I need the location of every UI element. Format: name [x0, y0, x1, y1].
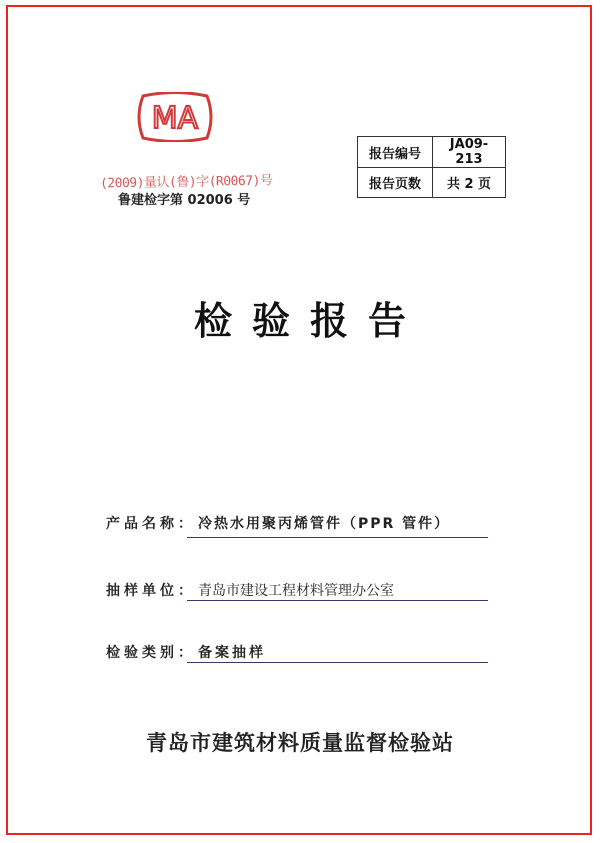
report-pages-row	[358, 168, 506, 198]
report-info-table	[357, 136, 506, 198]
inspection-type-field	[106, 642, 266, 662]
report-number-label: 报告编号	[358, 137, 433, 168]
sampling-unit-field	[106, 580, 394, 600]
document-title: 检验报告	[193, 298, 426, 343]
product-name-underline	[187, 537, 488, 538]
sampling-unit-label: 抽样单位：	[106, 583, 196, 599]
certificate-number: 鲁建检字第 02006 号	[118, 193, 251, 208]
ma-logo-text: MA	[151, 101, 199, 136]
product-name-value: 冷热水用聚丙烯管件（PPR 管件）	[198, 516, 451, 532]
report-number-row	[358, 137, 506, 168]
report-number-value: JA09-213	[433, 137, 506, 168]
report-pages-value: 共 2 页	[433, 168, 506, 198]
accreditation-stamp-number: (2009)量认(鲁)字(R0067)号	[99, 173, 273, 192]
inspection-type-label: 检验类别：	[106, 645, 196, 661]
product-name-field	[106, 513, 451, 533]
issuing-organization: 青岛市建筑材料质量监督检验站	[146, 731, 454, 755]
inspection-type-value: 备案抽样	[198, 645, 266, 661]
product-name-label: 产品名称：	[106, 516, 196, 532]
page-border	[6, 5, 592, 835]
sampling-unit-value: 青岛市建设工程材料管理办公室	[198, 583, 394, 599]
sampling-unit-underline	[187, 600, 488, 601]
report-pages-label: 报告页数	[358, 168, 433, 198]
inspection-type-underline	[187, 662, 488, 663]
ma-logo	[133, 92, 217, 142]
